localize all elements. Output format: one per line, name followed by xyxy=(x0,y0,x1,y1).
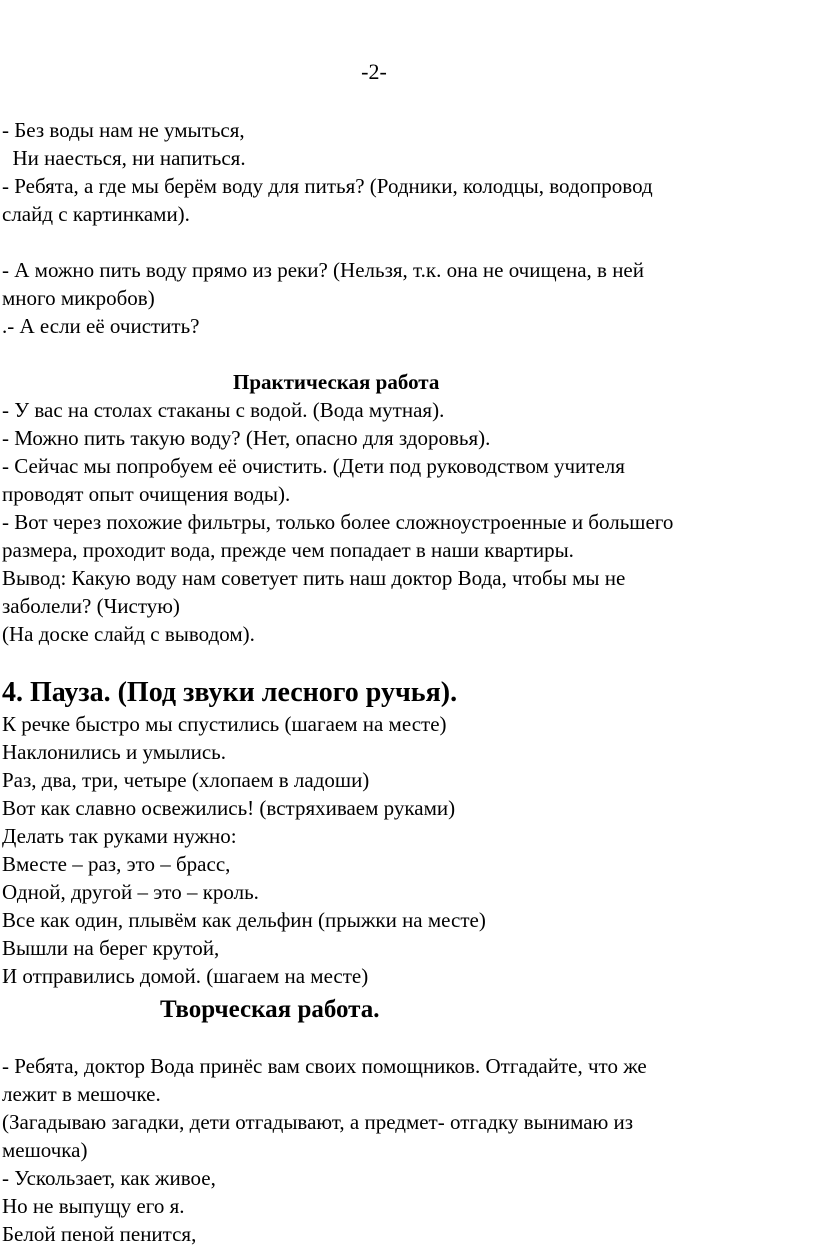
text-line: - Сейчас мы попробуем её очистить. (Дети под руководством учителя xyxy=(2,454,625,478)
text-line: - А можно пить воду прямо из реки? (Нельзя, т.к. она не очищена, в ней xyxy=(2,258,644,282)
text-line: - Можно пить такую воду? (Нет, опасно для здоровья). xyxy=(2,426,491,450)
text-line: Белой пеной пенится, xyxy=(2,1222,197,1246)
text-line: Вывод: Какую воду нам советует пить наш доктор Вода, чтобы мы не xyxy=(2,566,626,590)
poem-line: Делать так руками нужно: xyxy=(2,824,237,848)
text-line: - Ребята, доктор Вода принёс вам своих помощников. Отгадайте, что же xyxy=(2,1054,647,1078)
poem-line: Одной, другой – это – кроль. xyxy=(2,880,259,904)
section-heading-creative: Творческая работа. xyxy=(160,996,380,1023)
poem-line: Все как один, плывём как дельфин (прыжки на месте) xyxy=(2,908,486,932)
poem-line: Вместе – раз, это – брасс, xyxy=(2,852,231,876)
text-line: лежит в мешочке. xyxy=(2,1082,161,1106)
text-line: мешочка) xyxy=(2,1138,88,1162)
text-line: Но не выпущу его я. xyxy=(2,1194,185,1218)
poem-line: Вот как славно освежились! (встряхиваем руками) xyxy=(2,796,456,820)
text-line: размера, проходит вода, прежде чем попадает в наши квартиры. xyxy=(2,538,574,562)
text-line: - Ускользает, как живое, xyxy=(2,1166,216,1190)
poem-line: Вышли на берег крутой, xyxy=(2,936,220,960)
text-line: (На доске слайд с выводом). xyxy=(2,622,255,646)
page-number: -2- xyxy=(361,59,387,84)
poem-line: К речке быстро мы спустились (шагаем на месте) xyxy=(2,712,447,736)
text-line: - Ребята, а где мы берём воду для питья? (Родники, колодцы, водопровод xyxy=(2,174,653,198)
text-line: - Без воды нам не умыться, xyxy=(2,118,245,142)
poem-line: Наклонились и умылись. xyxy=(2,740,226,764)
text-line: слайд с картинками). xyxy=(2,202,190,226)
text-line: проводят опыт очищения воды). xyxy=(2,482,291,506)
section-heading-practical: Практическая работа xyxy=(233,370,440,394)
text-line: (Загадываю загадки, дети отгадывают, а предмет- отгадку вынимаю из xyxy=(2,1110,634,1134)
poem-line: И отправились домой. (шагаем на месте) xyxy=(2,964,369,988)
text-line: - Вот через похожие фильтры, только более сложноустроенные и большего xyxy=(2,510,674,534)
text-line: .- А если её очистить? xyxy=(2,314,200,338)
poem-line: Раз, два, три, четыре (хлопаем в ладоши) xyxy=(2,768,370,792)
section-heading-pause: 4. Пауза. (Под звуки лесного ручья). xyxy=(2,677,458,708)
text-line: много микробов) xyxy=(2,286,155,310)
text-line: Ни наесться, ни напиться. xyxy=(2,146,246,170)
text-line: заболели? (Чистую) xyxy=(2,594,180,618)
text-line: - У вас на столах стаканы с водой. (Вода мутная). xyxy=(2,398,445,422)
